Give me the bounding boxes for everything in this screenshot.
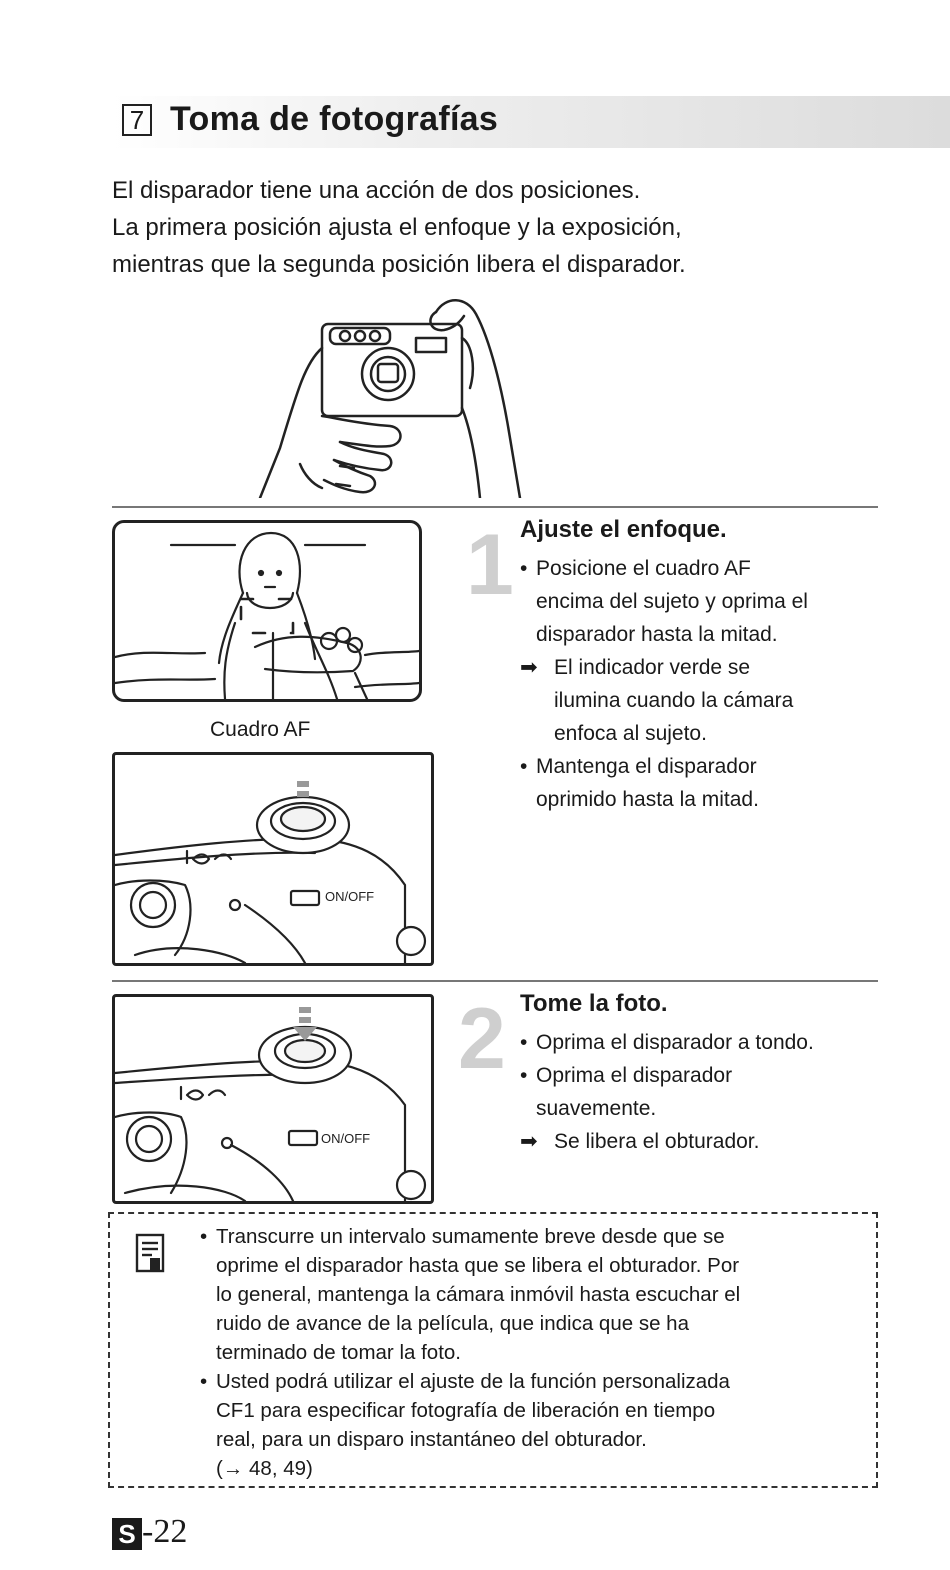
note-line: • Usted podrá utilizar el ajuste de la función personalizada <box>200 1367 872 1396</box>
step-title: Ajuste el enfoque. <box>520 516 727 543</box>
bullet: • <box>520 755 528 778</box>
intro-line: El disparador tiene una acción de dos posiciones. <box>112 177 641 204</box>
instruction-line: • Posicione el cuadro AF <box>520 552 876 585</box>
onoff-label: ON/OFF <box>321 1131 371 1146</box>
divider <box>112 980 878 982</box>
instruction-line: oprimido hasta la mitad. <box>536 788 759 811</box>
intro-line: mientras que la segunda posición libera el disparador. <box>112 251 686 278</box>
arrow-icon: ➡ <box>520 656 538 679</box>
note-line: ruido de avance de la película, que indica que se ha <box>216 1312 689 1335</box>
page-title: Toma de fotografías <box>170 100 499 138</box>
page-number: -22 <box>142 1513 188 1550</box>
note-line: oprime el disparador hasta que se libera el obturador. Por <box>216 1254 740 1277</box>
bullet: • <box>520 1064 528 1087</box>
instruction-line: • Oprima el disparador <box>520 1059 876 1092</box>
note-line: real, para un disparo instantáneo del obturador. <box>216 1428 647 1451</box>
step-instructions <box>520 1026 876 1158</box>
result-line: ➡ El indicador verde se <box>520 651 876 684</box>
note-line: CF1 para especificar fotografía de liberación en tiempo <box>216 1399 716 1422</box>
section-number: 7 <box>122 104 152 136</box>
note-line: lo general, mantenga la cámara inmóvil hasta escuchar el <box>216 1283 741 1306</box>
bullet: • <box>200 1225 208 1248</box>
note-line: • Transcurre un intervalo sumamente breve desde que se <box>200 1222 872 1251</box>
section-badge: S <box>112 1518 142 1550</box>
result-line: enfoca al sujeto. <box>554 722 707 745</box>
hands-holding-camera-illustration <box>240 288 530 498</box>
step-number: 1 <box>466 517 514 613</box>
memo-icon <box>134 1232 168 1276</box>
instruction-line: • Oprima el disparador a tondo. <box>520 1026 876 1059</box>
divider <box>112 506 878 508</box>
instruction-line: • Mantenga el disparador <box>520 750 876 783</box>
intro-line: La primera posición ajusta el enfoque y la exposición, <box>112 214 682 241</box>
bullet: • <box>520 557 528 580</box>
bullet: • <box>520 1031 528 1054</box>
instruction-line: encima del sujeto y oprima el <box>536 590 808 613</box>
arrow-icon: ➡ <box>520 1130 538 1153</box>
page-reference: (→ 48, 49) <box>216 1457 313 1480</box>
onoff-label: ON/OFF <box>325 889 375 904</box>
step-instructions <box>520 552 876 816</box>
af-frame-caption: Cuadro AF <box>210 718 311 741</box>
step-number: 2 <box>458 991 506 1087</box>
instruction-line: suavemente. <box>536 1097 657 1120</box>
viewfinder-illustration <box>112 520 422 702</box>
camera-half-press-illustration <box>112 752 434 966</box>
bullet: • <box>200 1370 208 1393</box>
note-text <box>200 1222 872 1483</box>
result-line: ➡ Se libera el obturador. <box>520 1125 876 1158</box>
step-title: Tome la foto. <box>520 990 668 1017</box>
result-line: ilumina cuando la cámara <box>554 689 794 712</box>
intro-paragraph <box>112 172 872 283</box>
camera-full-press-illustration <box>112 994 434 1204</box>
note-line: terminado de tomar la foto. <box>216 1341 461 1364</box>
instruction-line: disparador hasta la mitad. <box>536 623 778 646</box>
